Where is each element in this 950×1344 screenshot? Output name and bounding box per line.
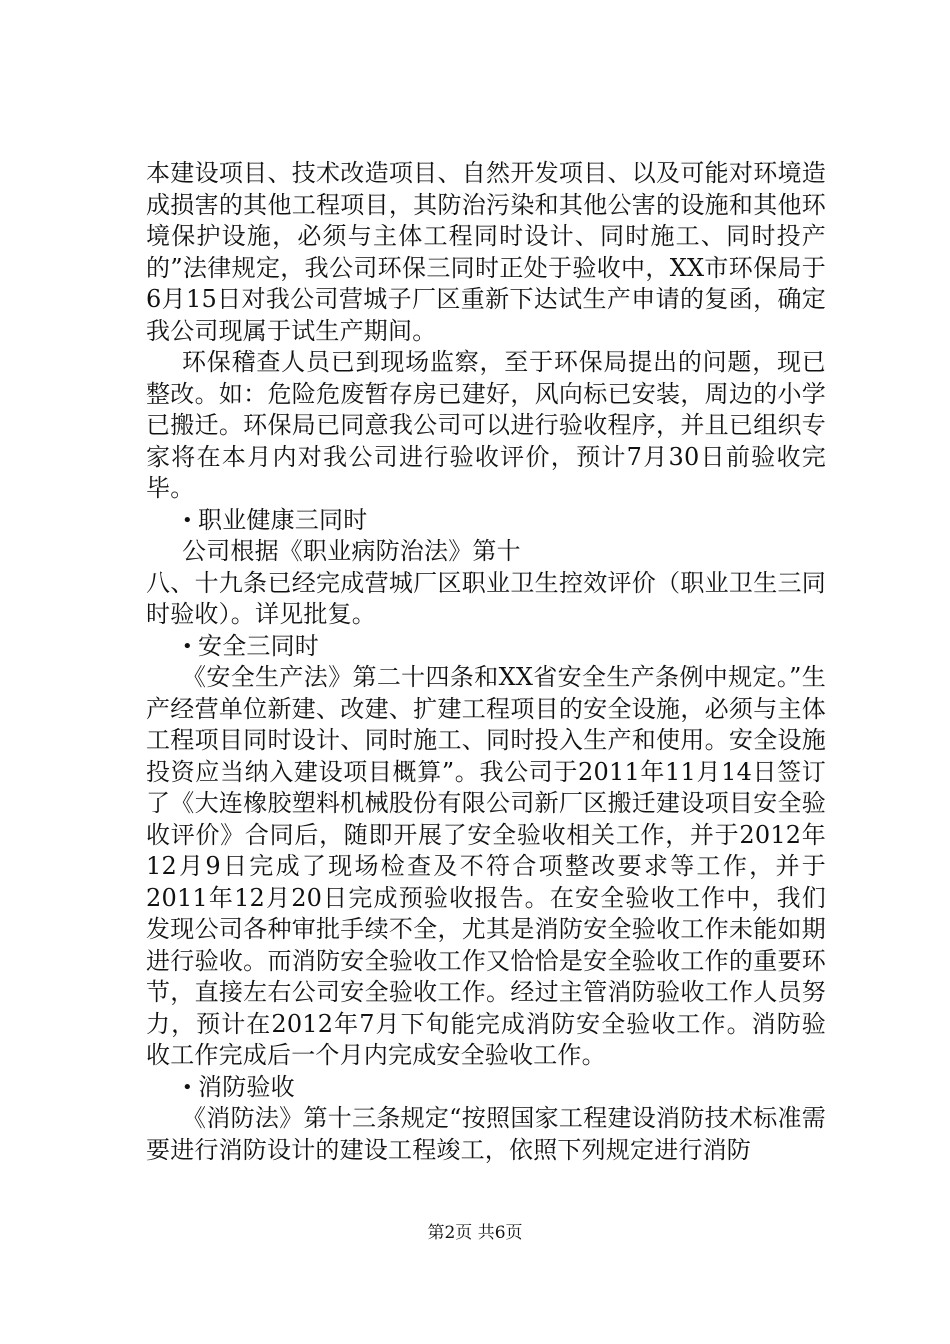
- page-number-label: 第2页 共6页: [427, 1223, 523, 1243]
- paragraph-4: 八、十九条已经完成营城厂区职业卫生控效评价（职业卫生三同时验收）。详见批复。: [146, 568, 826, 628]
- section-heading-occupational-health: [146, 505, 826, 537]
- page-footer: [0, 1222, 950, 1244]
- paragraph-1: 本建设项目、技术改造项目、自然开发项目、以及可能对环境造成损害的其他工程项目，其防治污染和其他公害的设施和其他环境保护设施，必须与主体工程同时设计、同时施工、同时投产的”法律规定，我公司环保三同时正处于验收中，XX市环保局于6月15日对我公司营城子厂区重新下达试生产申请的复函，确定我公司现属于试生产期间。: [146, 159, 826, 345]
- bullet-icon: •: [182, 635, 193, 657]
- paragraph-5: 《安全生产法》第二十四条和XX省安全生产条例中规定。”生产经营单位新建、改建、扩建工程项目的安全设施，必须与主体工程项目同时设计、同时施工、同时投入生产和使用。安全设施投资应当纳入建设项目概算”。我公司于2011年11月14日签订了《大连橡胶塑料机械股份有限公司新厂区搬迁建设项目安全验收评价》合同后，随即开展了安全验收相关工作，并于2012年12月9日完成了现场检查及不符合项整改要求等工作，并于2011年12月20日完成预验收报告。在安全验收工作中，我们发现公司各种审批手续不全，尤其是消防安全验收工作未能如期进行验收。而消防安全验收工作又恰恰是安全验收工作的重要环节，直接左右公司安全验收工作。经过主管消防验收工作人员努力，预计在2012年7月下旬能完成消防安全验收工作。消防验收工作完成后一个月内完成安全验收工作。: [146, 663, 826, 1069]
- bullet-icon: •: [182, 1076, 193, 1098]
- section-heading-label: 消防验收: [198, 1072, 295, 1101]
- paragraph-3: 公司根据《职业病防治法》第十: [182, 537, 521, 565]
- paragraph-6: 《消防法》第十三条规定“按照国家工程建设消防技术标准需要进行消防设计的建设工程竣工，依照下列规定进行消防: [146, 1104, 826, 1164]
- bullet-icon: •: [182, 509, 193, 531]
- paragraph-2: 环保稽查人员已到现场监察，至于环保局提出的问题，现已整改。如：危险危废暂存房已建好，风向标已安装，周边的小学已搬迁。环保局已同意我公司可以进行验收程序，并且已组织专家将在本月内对我公司进行验收评价，预计7月30日前验收完毕。: [146, 348, 826, 502]
- section-heading-fire-acceptance: [146, 1072, 826, 1104]
- section-heading-safety: [146, 631, 826, 663]
- section-heading-label: 安全三同时: [198, 631, 319, 660]
- section-heading-label: 职业健康三同时: [198, 505, 368, 534]
- document-body: [146, 158, 826, 1166]
